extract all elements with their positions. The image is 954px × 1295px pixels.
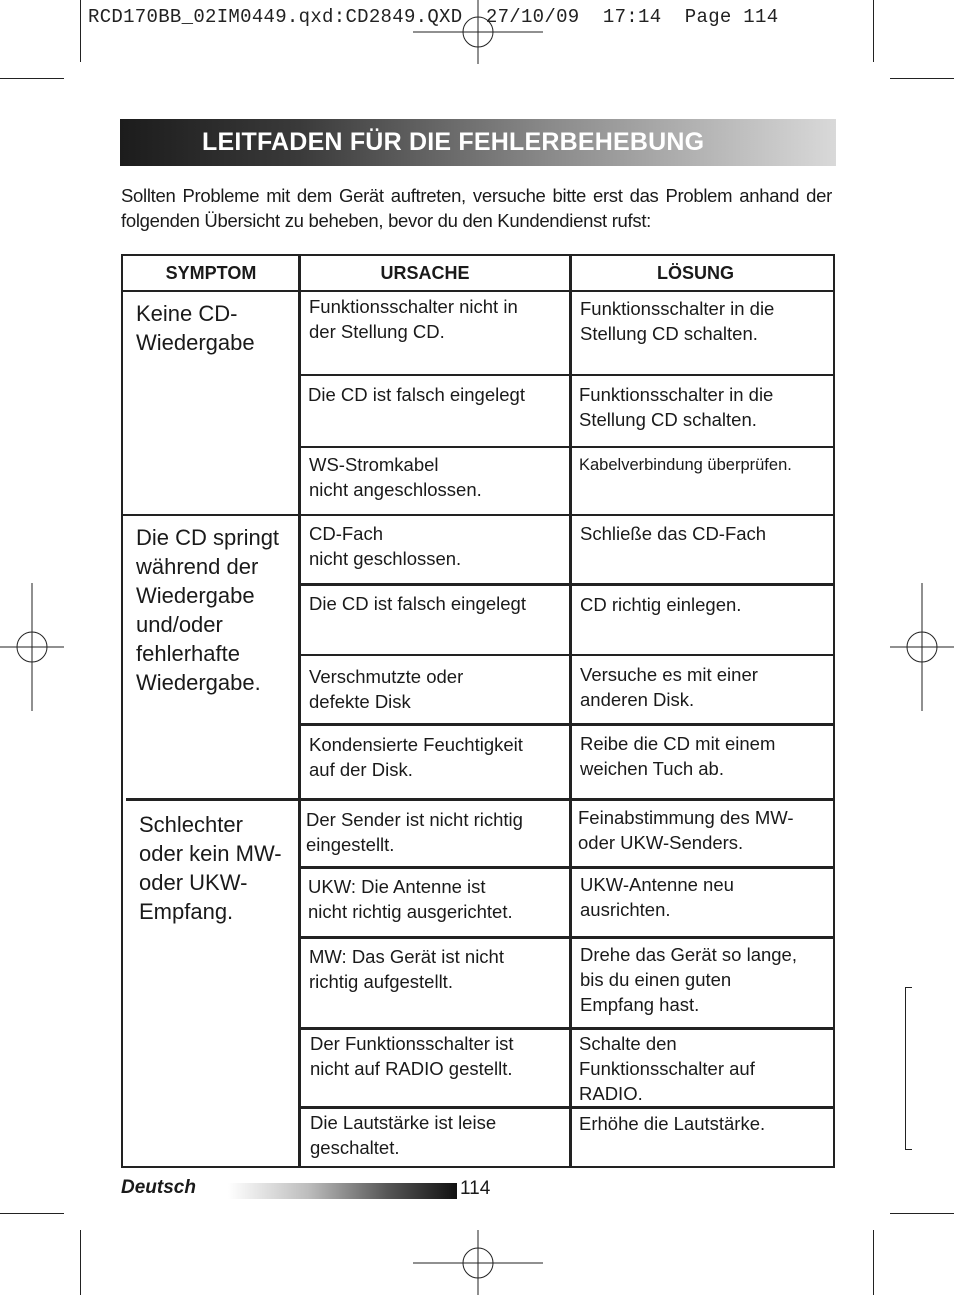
cause-cell: WS-Stromkabel nicht angeschlossen. [309, 454, 482, 500]
cause-cell: Der Funktionsschalter ist nicht auf RADIO gestellt. [310, 1033, 514, 1079]
table-rule [301, 723, 833, 726]
solution-cell: UKW-Antenne neu ausrichten. [580, 874, 734, 920]
cause-cell: MW: Das Gerät ist nicht richtig aufgestellt. [309, 946, 504, 992]
solution-cell: Drehe das Gerät so lange, bis du einen guten Empfang hast. [580, 944, 797, 1015]
solution-cell: Feinabstimmung des MW- oder UKW-Senders. [578, 807, 794, 853]
cause-cell: Die CD ist falsch eingelegt [308, 384, 525, 405]
symptom-poor-reception: Schlechter oder kein MW- oder UKW- Empfang. [139, 812, 282, 924]
solution-cell: Schalte den Funktionsschalter auf RADIO. [579, 1033, 755, 1104]
solution-cell: Erhöhe die Lautstärke. [579, 1113, 766, 1134]
intro-paragraph: Sollten Probleme mit dem Gerät auftreten, versuche bitte erst das Problem anhand der folgenden Übersicht zu beheben, bevor du den Kundendienst rufst: [121, 185, 832, 231]
cause-cell: Die CD ist falsch eingelegt [309, 593, 526, 614]
solution-cell: Reibe die CD mit einem weichen Tuch ab. [580, 733, 776, 779]
registration-mark-icon [890, 583, 954, 711]
solution-cell: Schließe das CD-Fach [580, 523, 767, 544]
crop-mark [873, 0, 874, 62]
registration-mark-icon [413, 0, 543, 64]
symptom-no-cd-playback: Keine CD- Wiedergabe [136, 301, 255, 355]
table-rule [301, 936, 833, 939]
solution-cell: Versuche es mit einer anderen Disk. [580, 664, 758, 710]
table-rule [301, 866, 833, 869]
header-cause: URSACHE [380, 262, 470, 283]
crop-mark [905, 987, 912, 988]
footer-gradient-bar [228, 1183, 457, 1199]
registration-mark-icon [413, 1230, 543, 1295]
footer-language: Deutsch [121, 1177, 196, 1198]
cause-cell: Kondensierte Feuchtigkeit auf der Disk. [309, 734, 523, 780]
table-rule [301, 1027, 833, 1030]
registration-mark-icon [0, 583, 64, 711]
cause-cell: Die Lautstärke ist leise geschaltet. [310, 1112, 497, 1158]
table-rule [301, 1106, 833, 1109]
solution-cell: CD richtig einlegen. [580, 594, 742, 615]
header-symptom: SYMPTOM [165, 262, 257, 283]
crop-mark [905, 1149, 912, 1150]
cause-cell: Verschmutzte oder defekte Disk [309, 666, 464, 712]
crop-mark [80, 1230, 81, 1295]
crop-mark [80, 0, 81, 62]
cause-cell: Funktionsschalter nicht in der Stellung CD. [309, 296, 518, 342]
crop-mark [890, 1213, 954, 1214]
cause-cell: CD-Fach nicht geschlossen. [309, 523, 462, 569]
cause-cell: Der Sender ist nicht richtig eingestellt. [306, 809, 523, 855]
section-title-bar [120, 119, 836, 166]
page-number: 114 [460, 1178, 491, 1199]
solution-cell: Funktionsschalter in die Stellung CD schalten. [579, 384, 774, 430]
solution-cell: Kabelverbindung überprüfen. [579, 456, 792, 474]
table-rule [123, 514, 833, 516]
crop-mark [873, 1230, 874, 1295]
symptom-cd-skips: Die CD springt während der Wiedergabe und/oder fehlerhafte Wiedergabe. [136, 525, 280, 695]
troubleshooting-table [121, 254, 835, 1168]
print-slug: RCD170BB_02IM0449.qxd:CD2849.QXD 27/10/09 17:14 Page 114 [88, 6, 779, 28]
table-rule [123, 290, 833, 292]
table-rule [301, 374, 833, 376]
page-title: LEITFADEN FÜR DIE FEHLERBEHEBUNG [202, 128, 705, 156]
table-rule [126, 798, 833, 801]
crop-mark [905, 987, 906, 1149]
crop-mark [890, 78, 954, 79]
solution-cell: Funktionsschalter in die Stellung CD schalten. [580, 298, 775, 344]
header-solution: LÖSUNG [656, 262, 734, 283]
table-rule [301, 654, 833, 656]
table-rule [301, 446, 833, 448]
table-rule [301, 583, 833, 586]
crop-mark [0, 78, 64, 79]
crop-mark [0, 1213, 64, 1214]
cause-cell: UKW: Die Antenne ist nicht richtig ausgerichtet. [308, 876, 513, 922]
